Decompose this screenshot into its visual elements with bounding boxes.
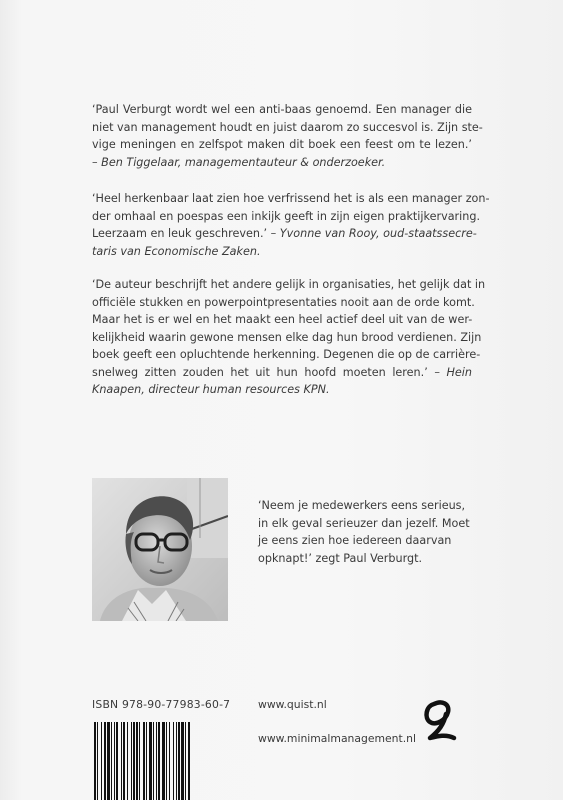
book-website-link[interactable]: www.minimalmanagement.nl <box>258 732 417 745</box>
quote-line: ‘De auteur beschrijft het andere gelijk in organisaties, het gelijk dat in <box>92 278 486 291</box>
author-quote-line: ‘Neem je medewerkers eens serieus, <box>258 499 466 512</box>
quote-line: vige meningen en zelfspot maken dit boek een feest om te lezen.’ <box>92 138 472 151</box>
author-quote-line: in elk geval serieuzer dan jezelf. Moet <box>258 516 470 530</box>
quote-line: kelijkheid waarin gewone mensen elke dag hun brood verdienen. Zijn <box>92 330 482 344</box>
author-quote-line: je eens zien hoe iedereen daarvan <box>258 534 452 547</box>
quote-line: snelweg zitten zouden het uit hun hoofd moeten leren.’ <box>92 365 428 379</box>
quote-attribution: taris van Economische Zaken. <box>92 244 261 258</box>
quote-attribution: Knaapen, directeur human resources KPN. <box>92 383 330 396</box>
quote-line: Maar het is er wel en het maakt een heel actief deel uit van de wer- <box>92 313 473 326</box>
quote-line: boek geeft een opluchtende herkenning. Degenen die op de carrière- <box>92 348 481 361</box>
review-quote-1 <box>92 101 483 171</box>
author-photo <box>92 478 228 621</box>
quist-q-logo-icon <box>420 696 462 746</box>
author-quote-line: opknapt!’ zegt Paul Verburgt. <box>258 551 423 565</box>
quote-line: der omhaal en poespas een inkijk geeft in zijn eigen praktijkervaring. <box>92 209 481 223</box>
quote-line: Leerzaam en leuk geschreven.’ <box>92 227 268 240</box>
author-quote <box>258 497 473 567</box>
quote-line: niet van management houdt en juist daarom zo succesvol is. Zijn ste- <box>92 120 483 134</box>
review-quote-3 <box>92 276 486 399</box>
publisher-website-link[interactable]: www.quist.nl <box>258 698 327 711</box>
quote-attribution: – Ben Tiggelaar, managementauteur & onderzoeker. <box>92 155 386 169</box>
quote-line: officiële stukken en powerpointpresentaties nooit aan de orde komt. <box>92 295 475 309</box>
quote-attribution-start: – Yvonne van Rooy, oud-staatssecre- <box>267 227 477 240</box>
quote-line: ‘Paul Verburgt wordt wel een anti-baas genoemd. Een manager die <box>92 103 472 116</box>
quote-attribution-start: – Hein <box>427 365 472 379</box>
barcode-image <box>92 722 228 800</box>
quote-line: ‘Heel herkenbaar laat zien hoe verfrissend het is als een manager zon- <box>92 192 490 205</box>
isbn-number: ISBN 978-90-77983-60-7 <box>92 698 231 711</box>
review-quote-2 <box>92 190 490 260</box>
